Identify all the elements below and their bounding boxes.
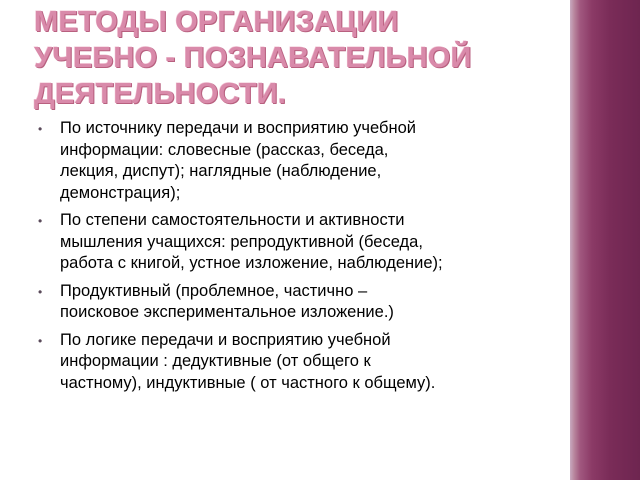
decorative-side-band	[570, 0, 640, 480]
bullet-1-line-2: информации: словесные (рассказ, беседа,	[60, 140, 389, 159]
title-line-3: ДЕЯТЕЛЬНОСТИ.	[34, 78, 287, 110]
bullet-item-2	[38, 210, 558, 275]
bullet-item-1	[38, 118, 558, 204]
slide-title	[34, 4, 554, 112]
bullet-1-line-4: демонстрация);	[60, 183, 181, 202]
bullet-1-line-1: По источнику передачи и восприятию учебной	[60, 119, 416, 137]
bullet-marker-icon: •	[38, 284, 43, 299]
bullet-item-3	[38, 281, 558, 324]
title-line-1: МЕТОДЫ ОРГАНИЗАЦИИ	[34, 6, 399, 38]
bullet-marker-icon: •	[38, 214, 43, 228]
bullet-2-line-1: По степени самостоятельности и активности	[60, 211, 405, 229]
bullet-3-line-1: Продуктивный (проблемное, частично –	[60, 281, 368, 300]
bullet-2-line-2: мышления учащихся: репродуктивной (беседа,	[60, 232, 423, 251]
bullet-4-line-1: По логике передачи и восприятию учебной	[60, 330, 391, 349]
bullet-marker-icon: •	[38, 122, 43, 136]
title-line-2: УЧЕБНО - ПОЗНАВАТЕЛЬНОЙ	[34, 42, 472, 74]
bullet-4-line-2: информации : дедуктивные (от общего к	[60, 352, 371, 370]
bullet-1-line-3: лекция, диспут); наглядные (наблюдение,	[60, 162, 382, 180]
bullet-3-line-2: поисковое экспериментальное изложение.)	[60, 303, 394, 321]
bullet-list	[38, 118, 558, 400]
bullet-marker-icon: •	[38, 333, 43, 348]
bullet-4-line-3: частному), индуктивные ( от частного к общему).	[60, 373, 436, 392]
bullet-2-line-3: работа с книгой, устное изложение, наблюдение);	[60, 254, 443, 272]
bullet-item-4	[38, 330, 558, 395]
